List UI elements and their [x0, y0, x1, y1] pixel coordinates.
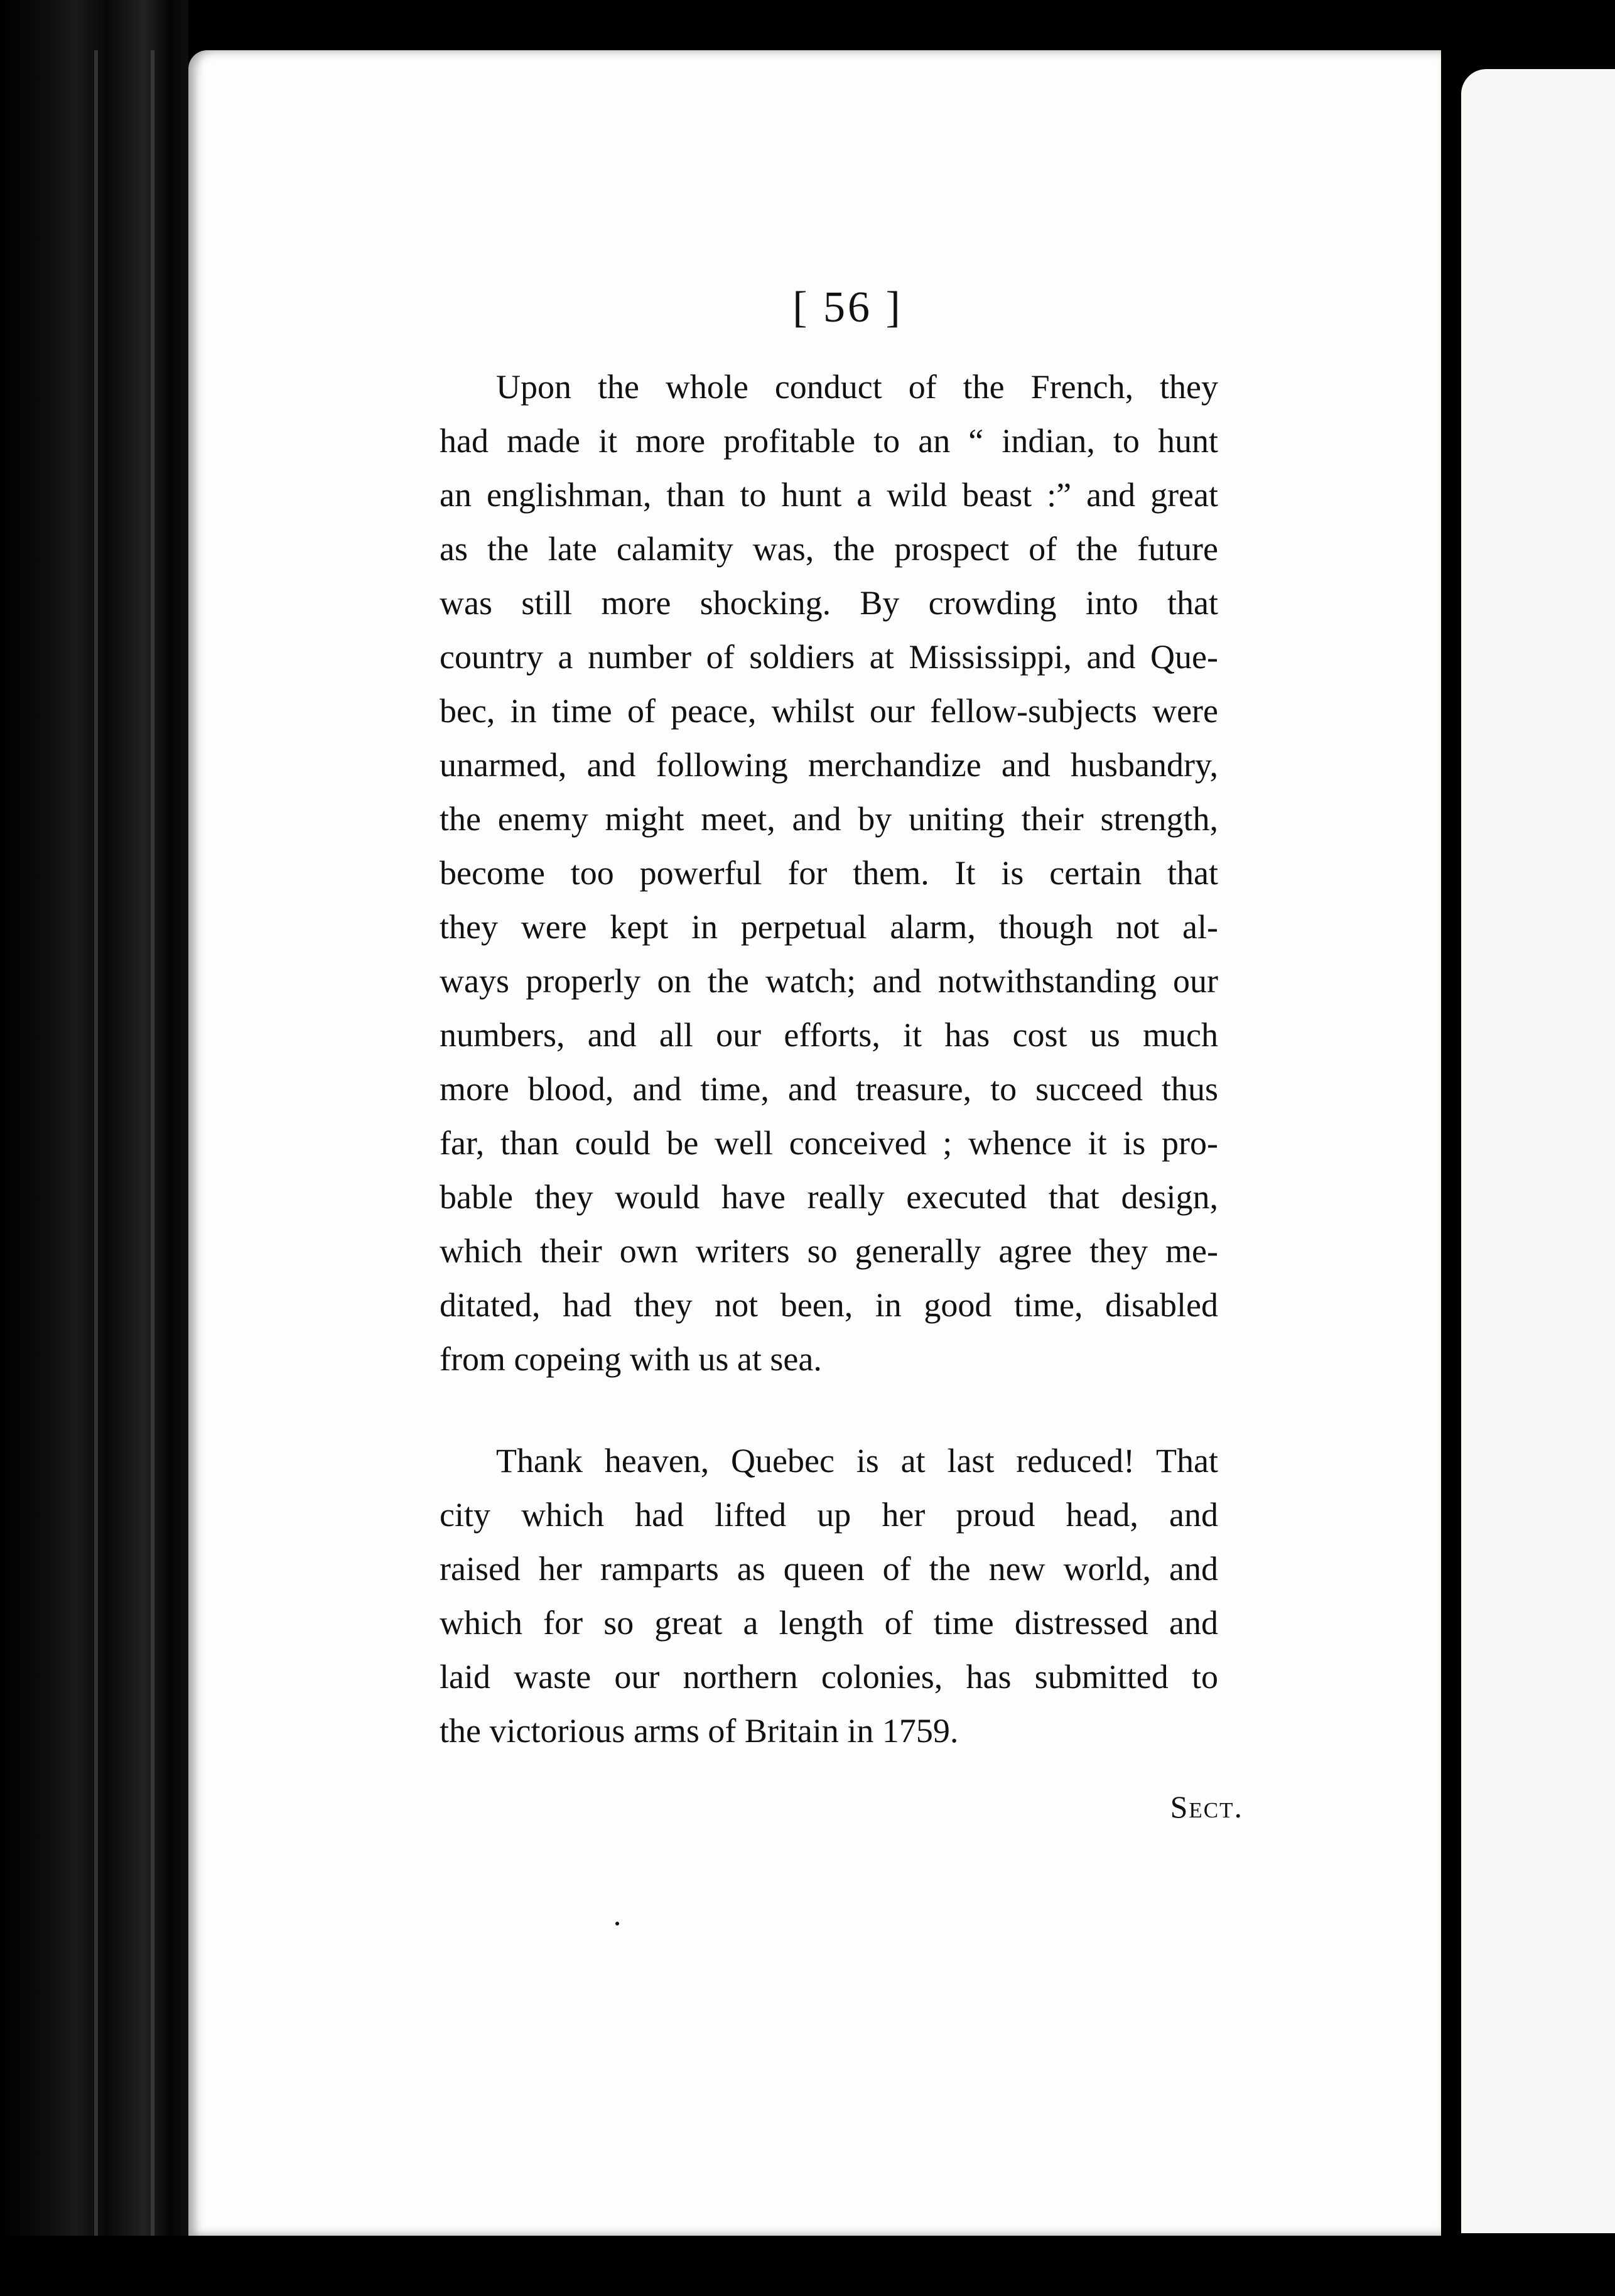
text-line: ways properly on the watch; and notwithstanding our [440, 962, 1218, 1000]
text-line: an englishman, than to hunt a wild beast :” and great [440, 476, 1218, 514]
ink-speck [615, 1922, 619, 1925]
text-line: which their own writers so generally agree they me- [440, 1232, 1218, 1270]
text-line: more blood, and time, and treasure, to succeed thus [440, 1070, 1218, 1108]
text-line: laid waste our northern colonies, has submitted to [440, 1658, 1218, 1696]
text-line: far, than could be well conceived ; whence it is pro- [440, 1124, 1218, 1162]
text-line: was still more shocking. By crowding into that [440, 584, 1218, 622]
text-line: unarmed, and following merchandize and husbandry, [440, 746, 1218, 784]
page-number: [ 56 ] [792, 283, 903, 332]
text-line: Thank heaven, Quebec is at last reduced! That [496, 1442, 1218, 1480]
scan-bottom-border [0, 2236, 1615, 2296]
text-line: which for so great a length of time distressed and [440, 1604, 1218, 1642]
text-line: raised her ramparts as queen of the new world, and [440, 1550, 1218, 1588]
catchword: Sect. [1170, 1789, 1243, 1824]
text-line: the victorious arms of Britain in 1759. [440, 1712, 959, 1750]
text-line: from copeing with us at sea. [440, 1340, 822, 1378]
binding-stripe [94, 50, 98, 2271]
text-line: become too powerful for them. It is certain that [440, 854, 1218, 892]
text-line: bec, in time of peace, whilst our fellow-subjects were [440, 692, 1218, 730]
text-line: as the late calamity was, the prospect of the future [440, 530, 1218, 568]
text-line: they were kept in perpetual alarm, though not al- [440, 908, 1218, 946]
text-line: numbers, and all our efforts, it has cost us much [440, 1016, 1218, 1054]
text-line: ditated, had they not been, in good time, disabled [440, 1286, 1218, 1324]
book-binding-edge [0, 0, 188, 2296]
facing-page-edge [1461, 69, 1615, 2233]
text-line: city which had lifted up her proud head, and [440, 1496, 1218, 1534]
text-line: bable they would have really executed that design, [440, 1178, 1218, 1216]
text-line: had made it more profitable to an “ indian, to hunt [440, 422, 1218, 460]
text-line: the enemy might meet, and by uniting their strength, [440, 800, 1218, 838]
text-line: country a number of soldiers at Mississippi, and Que- [440, 638, 1218, 676]
text-line: Upon the whole conduct of the French, they [496, 368, 1218, 406]
binding-stripe [151, 50, 154, 2271]
page-gutter [1441, 57, 1461, 2255]
